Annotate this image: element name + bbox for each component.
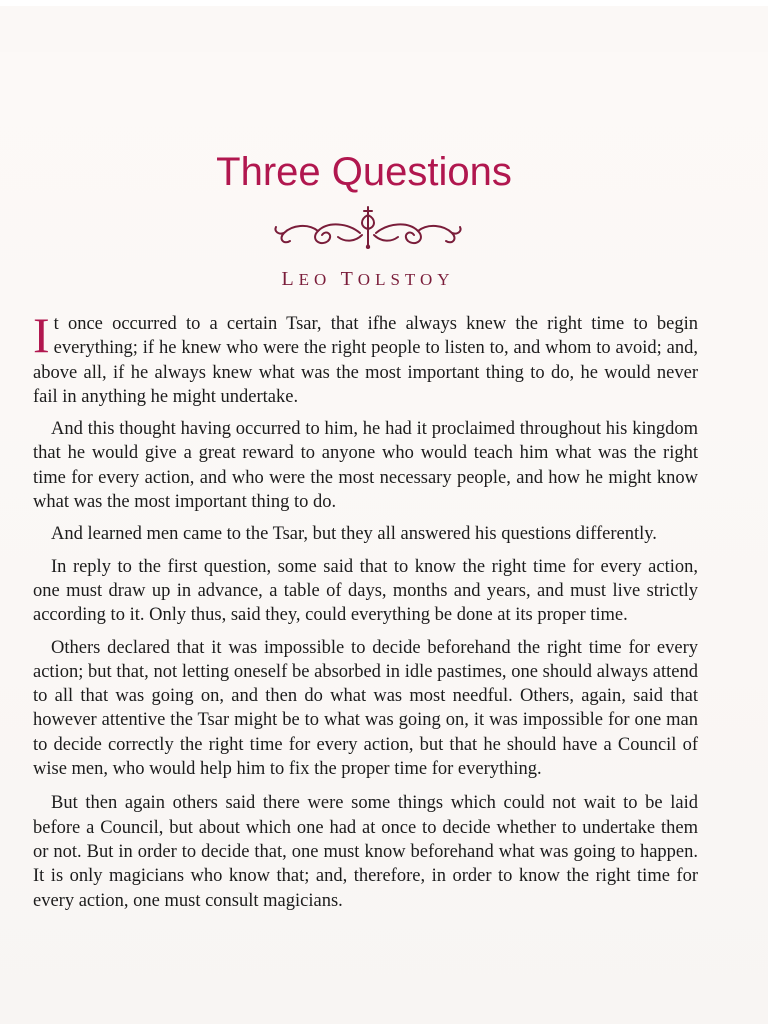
paragraph-1: It once occurred to a certain Tsar, that ifhe always knew the right time to begin everything; if he knew who were the right people to listen to, and whom to avoid; and, above all, if he always knew what was the most important thing to do, he would never fail in anything he might undertake. (33, 307, 698, 407)
story-body (33, 307, 698, 921)
scroll-ornament-icon (268, 205, 468, 253)
drop-cap: I (33, 307, 50, 363)
author-name: LEO TOLSTOY (281, 268, 455, 290)
paragraph-6: But then again others said there were some things which could not wait to be laid before a Council, but about which one had at once to decide whether to undertake them or not. But in order to decide that, one must know beforehand what was going to happen. It is only magicians who know that; and, therefore, in order to know the right time for every action, one must consult magicians. (33, 793, 698, 911)
paragraph-3: And learned men came to the Tsar, but they all answered his questions differently. (51, 524, 657, 545)
story-title: Three Questions (216, 150, 512, 194)
paragraph-2: And this thought having occurred to him, he had it proclaimed throughout his kingdom that he would give a great reward to anyone who would teach him what was the right time for every action, and who were the most necessary people, and how he might know what was the most important thing to do. (33, 419, 698, 513)
paragraph-4: In reply to the first question, some said that to know the right time for every action, one must draw up in advance, a table of days, months and years, and must live strictly according to it. Only thus, said they, could everything be done at its proper time. (33, 556, 698, 626)
paragraph-5: Others declared that it was impossible to decide beforehand the right time for every action; but that, not letting oneself be absorbed in idle pastimes, one should always attend to all that was going on, and then do what was most needful. Others, again, said that however attentive the Tsar might be to what was going on, it was impossible for one man to decide correctly the right time for every action, but that he should have a Council of wise men, who would help him to fix the proper time for everything. (33, 637, 698, 780)
